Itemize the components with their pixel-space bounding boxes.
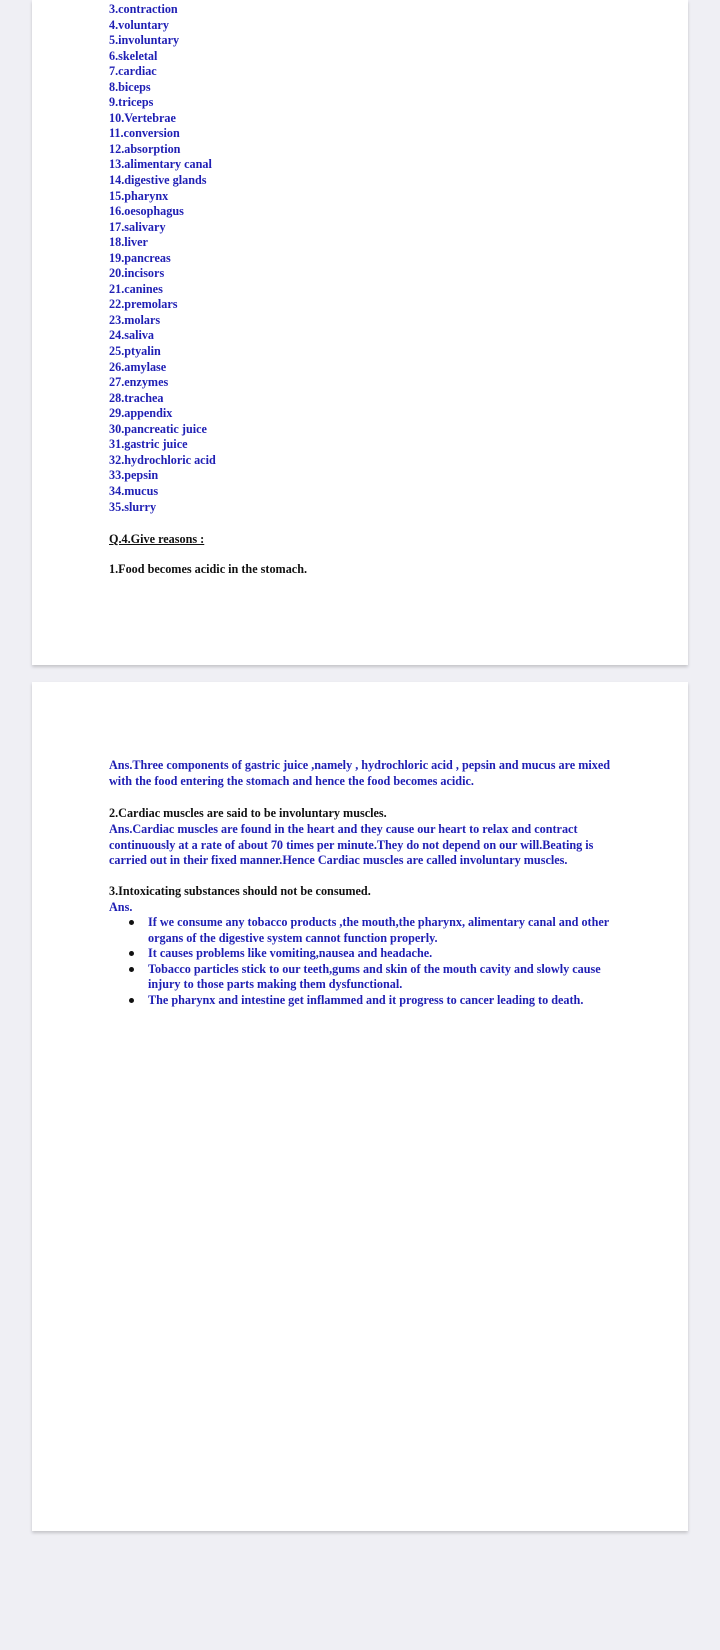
list-item: 9.triceps: [109, 95, 154, 110]
list-item: 18.liver: [109, 235, 148, 250]
answer-2: Ans.Cardiac muscles are found in the heart and they cause our heart to relax and contract continuously at a rate of about 70 times per minute.They do not depend on our will.Beating is carried out in their fixed manner.Hence Cardiac muscles are called involuntary muscles.: [109, 822, 594, 868]
bullet-text: If we consume any tobacco products ,the mouth,the pharynx, alimentary canal and other organs of the digestive system cannot function properly.: [148, 915, 609, 945]
answer-3-points: [109, 915, 629, 1009]
list-item: 12.absorption: [109, 141, 181, 156]
question-3: 3.Intoxicating substances should not be consumed.: [109, 884, 371, 898]
list-item: 32.hydrochloric acid: [109, 452, 216, 467]
bullet-icon: [129, 998, 134, 1003]
section-heading: Q.4.Give reasons :: [109, 532, 205, 546]
list-item: 3.contraction: [109, 2, 178, 16]
answer-3-label: Ans.: [109, 900, 133, 914]
list-item: 29.appendix: [109, 406, 173, 421]
list-item: 4.voluntary: [109, 17, 169, 32]
list-item: 26.amylase: [109, 359, 167, 374]
list-item: 7.cardiac: [109, 64, 157, 79]
bullet-icon: [129, 951, 134, 956]
bullet-icon: [129, 920, 134, 925]
list-item: 8.biceps: [109, 79, 151, 94]
list-item: 22.premolars: [109, 297, 178, 312]
list-item: 19.pancreas: [109, 250, 171, 265]
bullet-text: Tobacco particles stick to our teeth,gums and skin of the mouth cavity and slowly cause injury to those parts making them dysfunctional.: [148, 961, 601, 992]
question-2: 2.Cardiac muscles are said to be involuntary muscles.: [109, 806, 387, 820]
list-item: 24.saliva: [109, 328, 155, 343]
bullet-icon: [129, 967, 134, 972]
answers-list: [109, 2, 629, 515]
list-item: 15.pharynx: [109, 188, 169, 203]
document-page-2: [32, 682, 688, 1531]
list-item: 23.molars: [109, 312, 161, 327]
list-item: 20.incisors: [109, 266, 165, 281]
list-item: 30.pancreatic juice: [109, 421, 207, 436]
bullet-text: It causes problems like vomiting,nausea and headache.: [148, 946, 433, 961]
list-item: [109, 946, 629, 962]
list-item: [109, 915, 629, 946]
list-item: 28.trachea: [109, 390, 164, 405]
list-item: [109, 962, 629, 993]
list-item: 14.digestive glands: [109, 173, 207, 188]
list-item: [109, 993, 629, 1009]
list-item: 25.ptyalin: [109, 344, 161, 359]
answer-1: Ans.Three components of gastric juice ,namely , hydrochloric acid , pepsin and mucus are mixed with the food entering the stomach and hence the food becomes acidic.: [109, 758, 611, 788]
list-item: 17.salivary: [109, 219, 166, 234]
list-item: 35.slurry: [109, 499, 157, 514]
bullet-text: The pharynx and intestine get inflammed and it progress to cancer leading to death.: [148, 992, 584, 1007]
list-item: 33.pepsin: [109, 468, 159, 483]
list-item: 21.canines: [109, 281, 163, 296]
list-item: 13.alimentary canal: [109, 157, 212, 172]
document-page-1: [32, 0, 688, 665]
list-item: 27.enzymes: [109, 375, 169, 390]
list-item: 31.gastric juice: [109, 437, 188, 452]
list-item: 11.conversion: [109, 126, 180, 141]
list-item: 10.Vertebrae: [109, 110, 176, 125]
list-item: 16.oesophagus: [109, 204, 184, 219]
list-item: 5.involuntary: [109, 33, 180, 48]
question-1: 1.Food becomes acidic in the stomach.: [109, 562, 308, 576]
list-item: 34.mucus: [109, 483, 159, 498]
list-item: 6.skeletal: [109, 48, 158, 63]
